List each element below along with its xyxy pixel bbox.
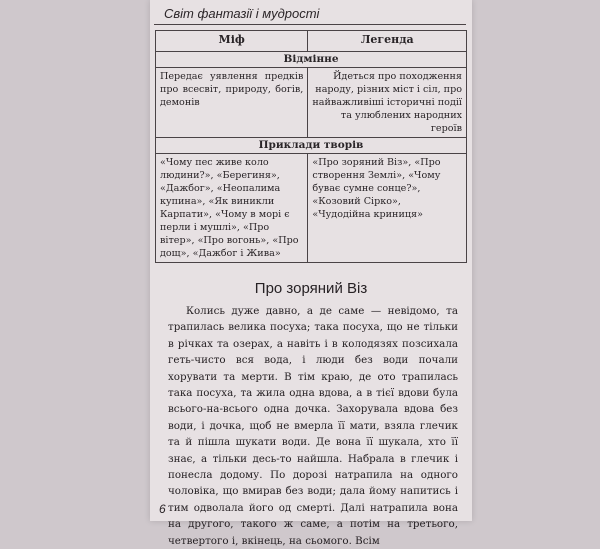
table-section-row (156, 52, 467, 68)
legend-difference-cell: Йдеться про походження народу, різних міст і сіл, про найважливіші історичні події та улюблених народних героїв (308, 68, 467, 138)
table-row (156, 154, 467, 263)
column-header-legend: Легенда (308, 31, 467, 52)
table-header-row (156, 31, 467, 52)
page-number: 6 (159, 502, 166, 516)
section-differences: Відмінне (156, 52, 467, 68)
comparison-table (155, 30, 467, 263)
header-title: Світ фантазії і мудрості (164, 6, 320, 21)
myth-examples-cell: «Чому пес живе коло людини?», «Берегиня», «Дажбог», «Неопалима купина», «Як виникли Карпати», «Чому в морі є перли і мушлі», «Про вітер», «Про вогонь», «Про дощ», «Дажбог і Жива» (156, 154, 308, 263)
story-text (168, 303, 458, 549)
running-header (154, 4, 466, 25)
column-header-myth: Міф (156, 31, 308, 52)
table-section-row (156, 138, 467, 154)
myth-difference-cell: Передає уявлення предків про всесвіт, природу, богів, демонів (156, 68, 308, 138)
story-paragraph: Колись дуже давно, а де саме — невідомо, та трапилась велика посуха; така посуха, що не тільки в річках та озерах, а навіть і в колодязях позсихала геть-чисто вся вода, і люди без води почали хорувати та мерти. В тім краю, де ото трапилась така посуха, та жила одна вдова, а в тієї вдови була всього-на-всього одна дочка. Захорувала вдова без води, і дочка, щоб не вмерла її мати, взяла глечик та й пішла шукати води. Де вона її шукала, хто її знає, а тільки десь-то найшла. Набрала в глечик і понесла додому. По дорозі натрапила на одного чоловіка, що вмирав без води; дала йому напитись і тим одволала його од смерті. Далі натрапила вона на другого, такого ж саме, а потім на третього, четвертого і, вкінець, на сьомого. Всім (168, 305, 458, 547)
story-title: Про зоряний Віз (254, 280, 368, 297)
book-page (150, 0, 472, 547)
section-examples: Приклади творів (156, 138, 467, 154)
table-row (156, 68, 467, 138)
legend-examples-cell: «Про зоряний Віз», «Про створення Землі», «Чому буває сумне сонце?», «Козовий Сірко», «Чудодійна криниця» (308, 154, 467, 263)
